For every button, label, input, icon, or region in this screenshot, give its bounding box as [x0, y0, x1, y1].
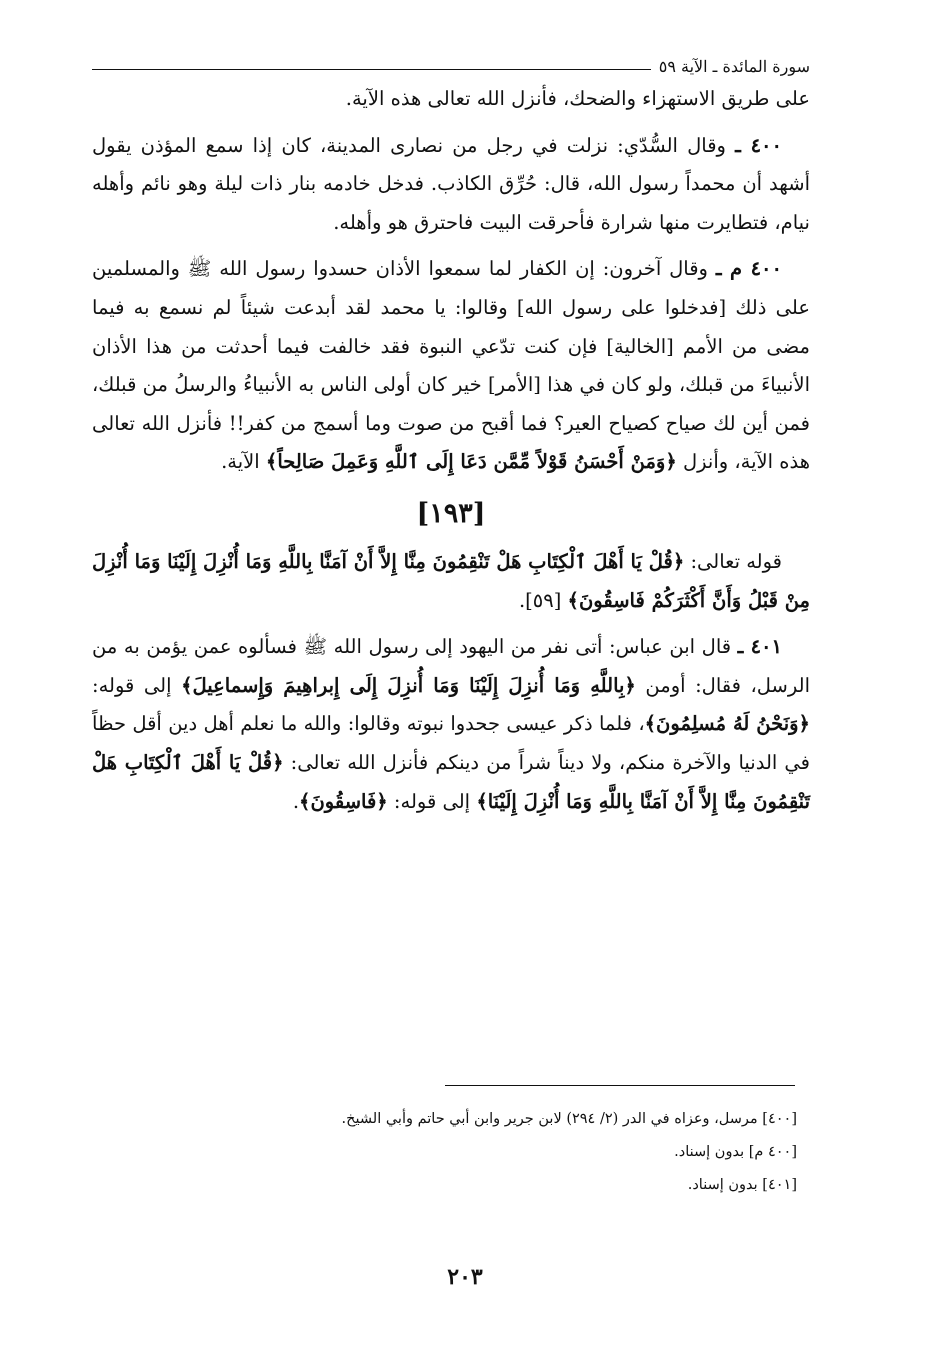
section-number: [١٩٣] [416, 497, 486, 529]
quran-quote: ﴿وَنَحْنُ لَهُ مُسلِمُونَ﴾ [644, 712, 810, 736]
page-number: ٢٠٣ [447, 1264, 483, 1290]
paragraph-text: وقال السُّدّي: نزلت في رجل من نصارى المدينة، كان إذا سمع المؤذن يقول أشهد أن محمداً رسول الله، قال: حُرِّق الكاذب. فدخل خادمه بنار ذات ليلة وهو نائم وأهله نيام، فتطايرت منها شرارة فأحرقت البيت فاحترق هو وأهله. [92, 133, 810, 234]
narration-number: ٤٠٠ م ـ [715, 257, 782, 281]
footnote: [٤٠٠ م] بدون إسناد. [674, 1144, 797, 1160]
running-header [92, 46, 810, 76]
paragraph-401 [92, 628, 810, 821]
quran-quote: ﴿فَاسِقُونَ﴾ [299, 789, 388, 813]
verse-reference: [٥٩]. [518, 588, 568, 612]
verse-intro: قوله تعالى: [684, 549, 783, 573]
main-text [92, 80, 810, 829]
paragraph-continuation [92, 80, 810, 119]
quran-quote: ﴿قُلْ يَا أَهْلَ ٱلْكِتَابِ هَلْ تَنْقِمُونَ مِنَّا إِلاَّ أَنْ آمَنَّا بِاللَّهِ وَمَا أُنْزِلَ إِلَيْنَا﴾ [92, 750, 810, 813]
footnote: [٤٠١] بدون إسناد. [687, 1177, 797, 1193]
header-rule [92, 69, 651, 70]
paragraph-text: قال ابن عباس: أتى نفر من اليهود إلى رسول الله ﷺ فسألوه عمن يؤمن به من الرسل، فقال: أومن [92, 635, 811, 697]
paragraph-text: على طريق الاستهزاء والضحك، فأنزل الله تعالى هذه الآية. [345, 87, 810, 110]
narration-number: ٤٠١ ـ [737, 635, 782, 659]
paragraph-text: إلى قوله: [387, 789, 477, 813]
paragraph-text: وقال آخرون: إن الكفار لما سمعوا الأذان حسدوا رسول الله ﷺ والمسلمين على ذلك [فدخلوا على رسول الله] وقالوا: يا محمد لقد أبدعت شيئاً لم نسمع به فيما مضى من الأمم [الخالية] فإن كنت تدّعي النبوة فقد خالفت فيما أحدثت من هذا الأذان الأنبياءَ من قبلك، ولو كان في هذا [الأمر] خير كان أولى الناس به الأنبياءُ والرسلُ من قبلك، فمن أين لك صياح كصياح العير؟ فما أقبح من صوت وما أسمج من كفر!! فأنزل الله تعالى هذه الآية، وأنزل [92, 257, 810, 474]
narration-number: ٤٠٠ ـ [735, 133, 782, 157]
paragraph-text: ، فلما ذكر عيسى جحدوا نبوته وقالوا: والله ما نعلم أهل دين أقل حظاً في الدنيا والآخرة منكم، ولا ديناً شراً من دينكم فأنزل الله تعالى: [92, 712, 810, 774]
paragraph-text: إلى قوله: [92, 673, 182, 697]
paragraph-text: الآية. [221, 450, 266, 474]
paragraph-text: . [292, 789, 300, 813]
verse-paragraph [92, 543, 810, 620]
footnote: [٤٠٠] مرسل، وعزاه في الدر (٢/ ٢٩٤) لابن جرير وابن أبي حاتم وأبي الشيخ. [341, 1111, 797, 1127]
paragraph-400m [92, 250, 810, 482]
header-title: سورة المائدة ـ الآية ٥٩ [658, 57, 810, 76]
quran-quote: ﴿بِاللَّهِ وَمَا أُنزِلَ إِلَيْنَا وَمَا أُنزِلَ إِلَى إِبراهِيمَ وَإِسماعِيلَ﴾ [181, 673, 636, 697]
paragraph-400 [92, 127, 810, 243]
quran-verse: ﴿قُلْ يَا أَهْلَ ٱلْكِتَابِ هَلْ تَنْقِمُونَ مِنَّا إِلاَّ أَنْ آمَنَّا بِاللَّهِ وَمَا أُنْزِلَ إِلَيْنَا وَمَا أُنْزِلَ مِنْ قَبْلُ وَأَنَّ أَكْثَرَكُمْ فَاسِقُونَ﴾ [92, 549, 810, 612]
footnote-separator [445, 1085, 795, 1086]
footnotes [92, 1103, 797, 1202]
quran-quote: ﴿وَمَنْ أَحْسَنُ قَوْلاً مِّمَّن دَعَا إِلَى ٱللَّهِ وَعَمِلَ صَالِحاً﴾ [265, 450, 677, 474]
